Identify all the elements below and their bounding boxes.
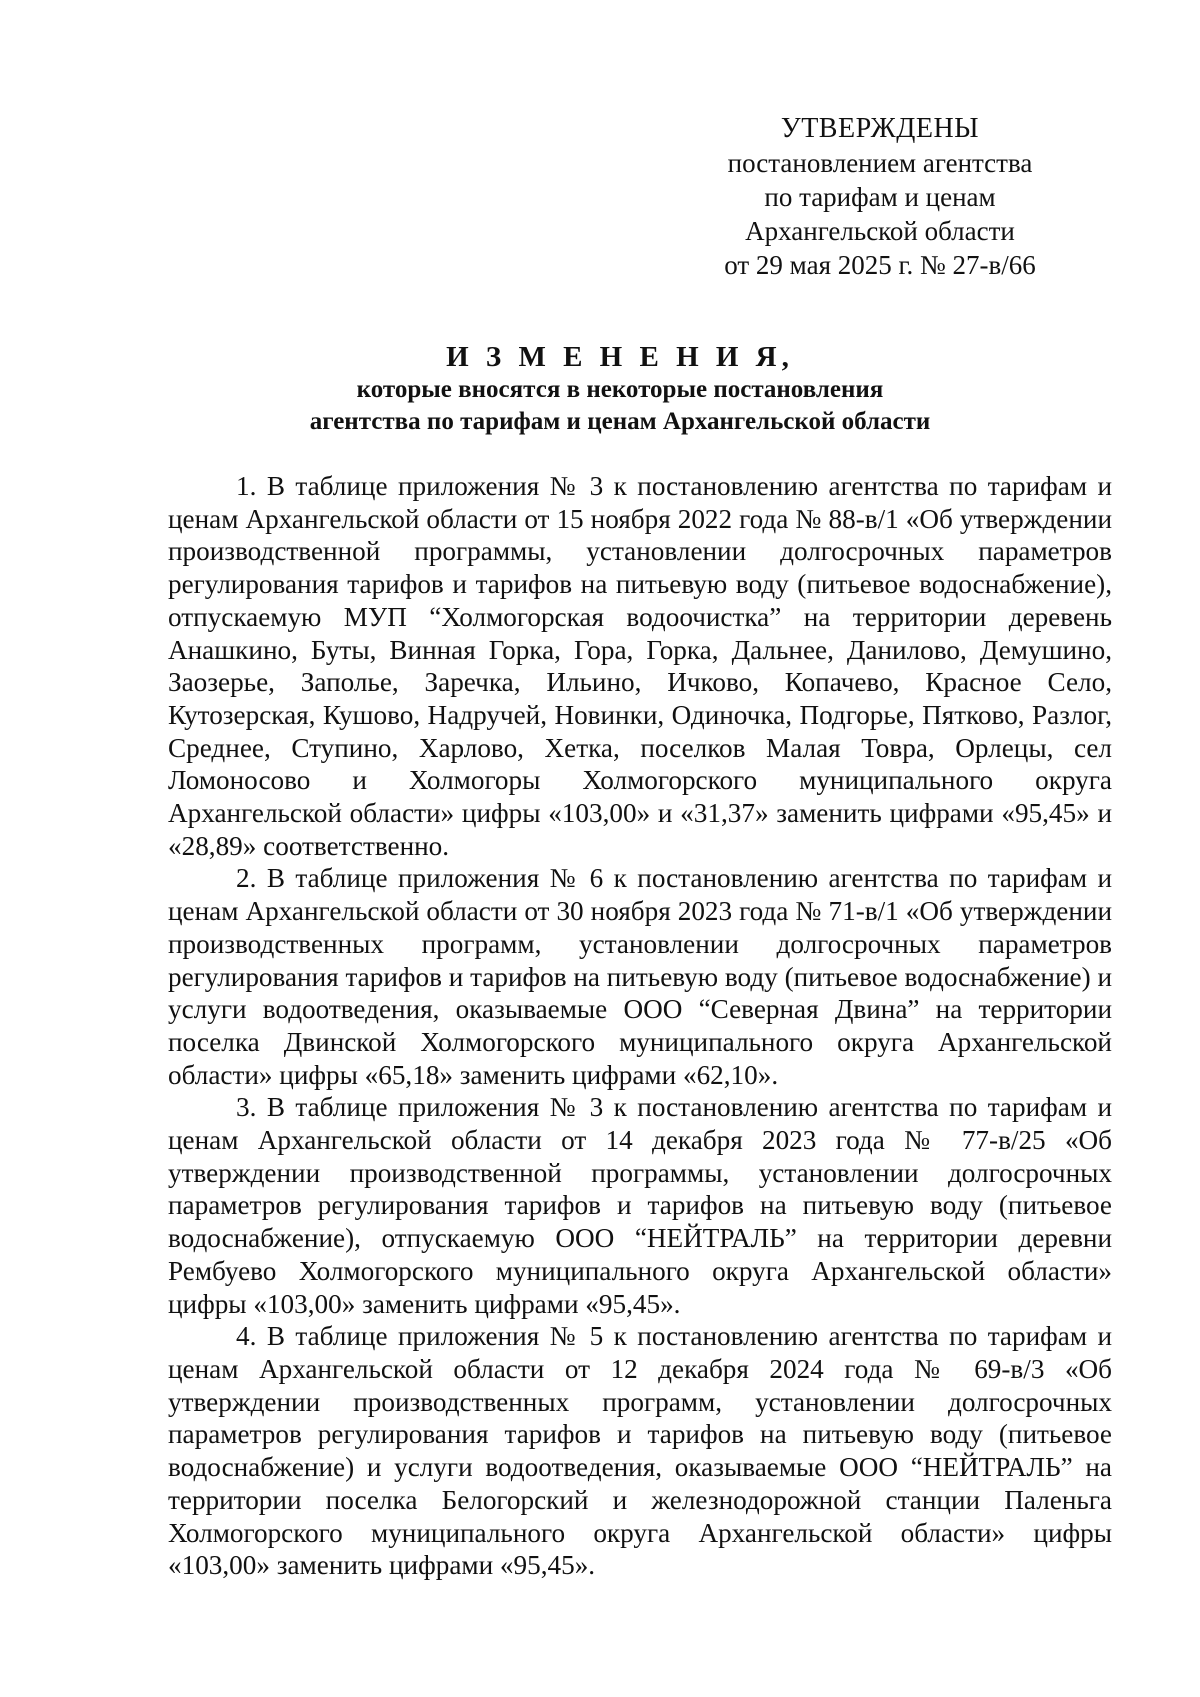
approval-line: постановлением агентства bbox=[727, 148, 1033, 178]
approval-stamp-block bbox=[690, 112, 1070, 282]
paragraph-item-4: 4. В таблице приложения № 5 к постановлению агентства по тарифам и ценам Архангельской области от 12 декабря 2024 года № 69-в/3 «Об утверждении производственных программ, установлении долгосрочных параметров регулирования тарифов и тарифов на питьевую воду (питьевое водоснабжение) и услуги водоотведения, оказываемые ООО “НЕЙТРАЛЬ” на территории поселка Белогорский и железнодорожной станции Паленьга Холмогорского муниципального округа Архангельской области» цифры «103,00» заменить цифрами «95,45». bbox=[168, 1321, 1112, 1581]
approval-line: по тарифам и ценам bbox=[764, 182, 996, 212]
document-heading bbox=[160, 340, 1080, 438]
paragraph-item-2: 2. В таблице приложения № 6 к постановлению агентства по тарифам и ценам Архангельской области от 30 ноября 2023 года № 71-в/1 «Об утверждении производственных программ, установлении долгосрочных параметров регулирования тарифов и тарифов на питьевую воду (питьевое водоснабжение) и услуги водоотведения, оказываемые ООО “Северная Двина” на территории поселка Двинской Холмогорского муниципального округа Архангельской области» цифры «65,18» заменить цифрами «62,10». bbox=[168, 863, 1112, 1090]
approval-line: Архангельской области bbox=[745, 216, 1015, 246]
document-body bbox=[168, 470, 1112, 1582]
approval-date-number: от 29 мая 2025 г. № 27-в/66 bbox=[724, 250, 1036, 280]
document-title: И З М Е Н Е Н И Я, bbox=[446, 341, 794, 373]
document-subtitle-line-2: агентства по тарифам и ценам Архангельской области bbox=[309, 408, 931, 435]
paragraph-item-3: 3. В таблице приложения № 3 к постановлению агентства по тарифам и ценам Архангельской области от 14 декабря 2023 года № 77-в/25 «Об утверждении производственной программы, установлении долгосрочных параметров регулирования тарифов и тарифов на питьевую воду (питьевое водоснабжение), отпускаемую ООО “НЕЙТРАЛЬ” на территории деревни Рембуево Холмогорского муниципального округа Архангельской области» цифры «103,00» заменить цифрами «95,45». bbox=[168, 1092, 1112, 1319]
approval-heading: УТВЕРЖДЕНЫ bbox=[780, 113, 980, 144]
document-subtitle-line-1: которые вносятся в некоторые постановления bbox=[356, 376, 884, 403]
paragraph-item-1: 1. В таблице приложения № 3 к постановлению агентства по тарифам и ценам Архангельской области от 15 ноября 2022 года № 88-в/1 «Об утверждении производственной программы, установлении долгосрочных параметров регулирования тарифов и тарифов на питьевую воду (питьевое водоснабжение), отпускаемую МУП “Холмогорская водоочистка” на территории деревень Анашкино, Буты, Винная Горка, Гора, Горка, Дальнее, Данилово, Демушино, Заозерье, Заполье, Заречка, Ильино, Ичково, Копачево, Красное Село, Кутозерская, Кушово, Надручей, Новинки, Одиночка, Подгорье, Пятково, Разлог, Среднее, Ступино, Харлово, Хетка, поселков Малая Товра, Орлецы, сел Ломоносово и Холмогоры Холмогорского муниципального округа Архангельской области» цифры «103,00» и «31,37» заменить цифрами «95,45» и «28,89» соответственно. bbox=[168, 471, 1112, 861]
